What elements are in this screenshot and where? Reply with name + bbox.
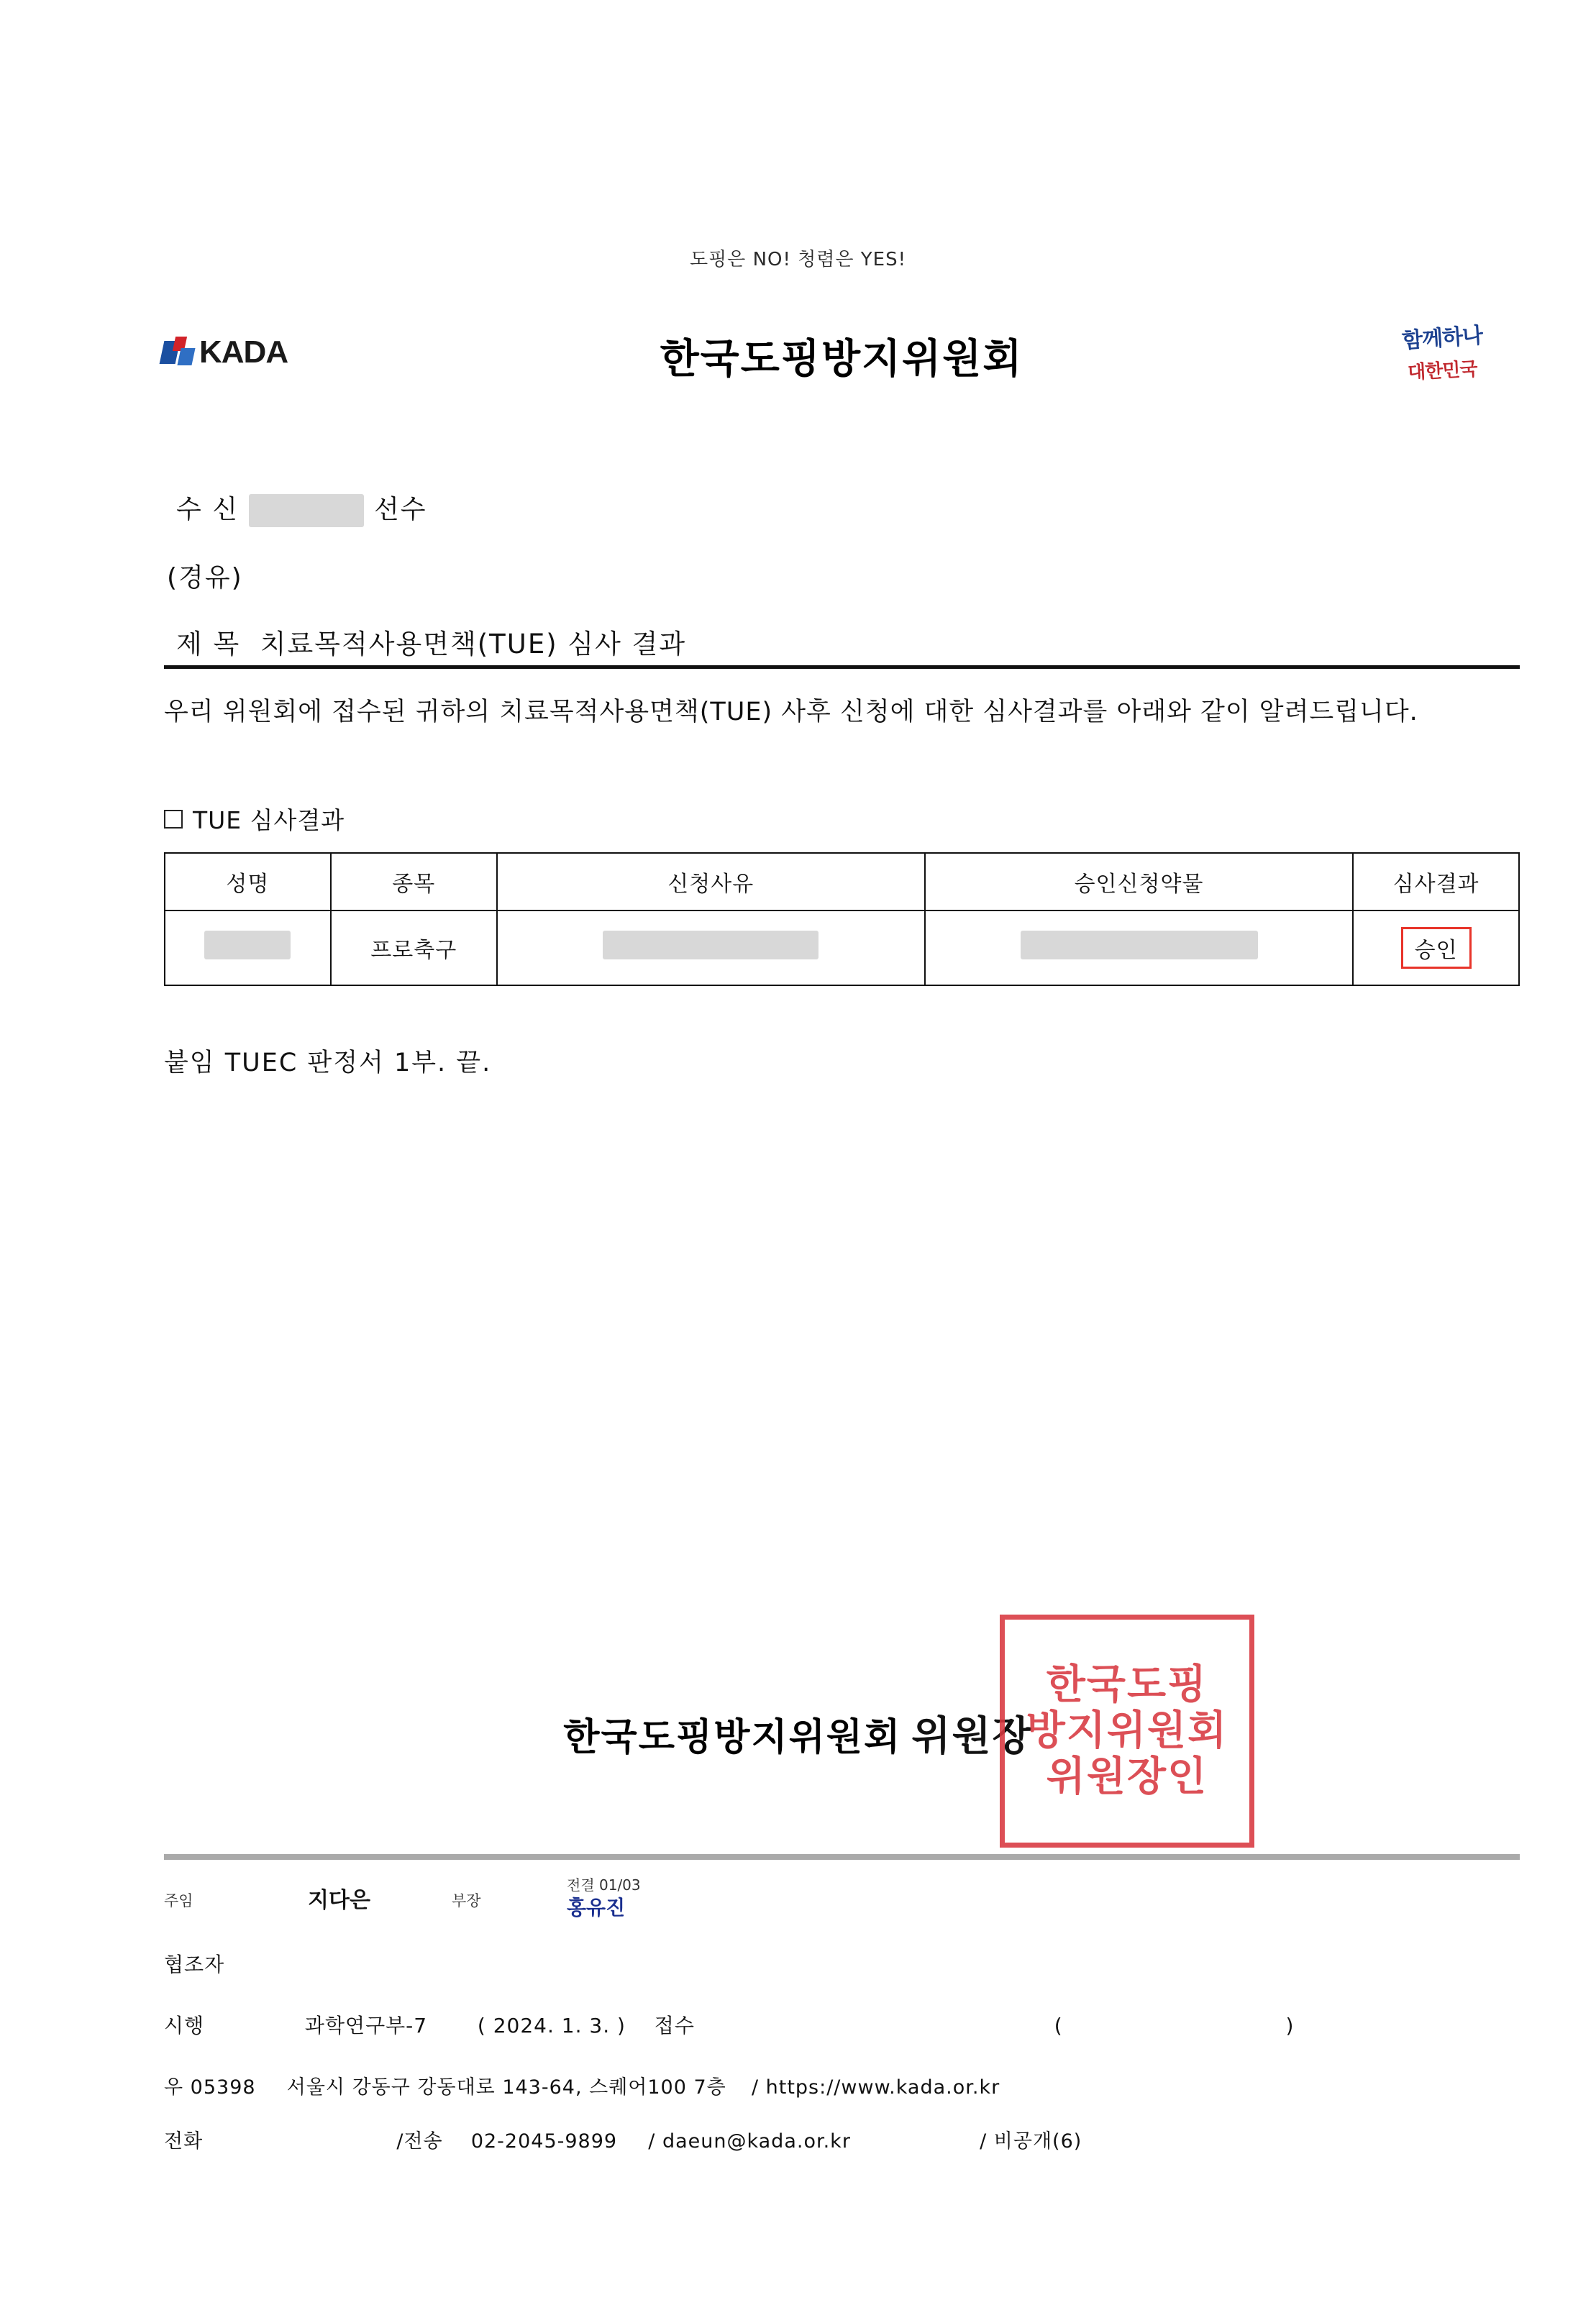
cell-reason (497, 911, 925, 985)
contact-row (164, 2125, 1082, 2153)
brandmark-top-text: 함께하나 (1401, 323, 1484, 354)
signature-role: 위원장 (911, 1713, 1033, 1760)
seal-line-3: 위원장인 (1046, 1753, 1208, 1800)
slogan-text: 도핑은 NO! 청렴은 YES! (689, 249, 907, 270)
government-brandmark (1363, 320, 1521, 399)
table-header-row (165, 853, 1519, 911)
recipient-suffix: 선수 (374, 495, 427, 524)
signature-block (0, 1704, 1596, 1762)
receive-label: 접수 (654, 2014, 695, 2037)
column-header-result: 심사결과 (1353, 853, 1519, 911)
cell-result (1353, 911, 1519, 985)
cell-drug (925, 911, 1353, 985)
enforce-label: 시행 (164, 2014, 205, 2037)
cell-name (165, 911, 331, 985)
enforcement-row (164, 2010, 1294, 2039)
address-text: 서울시 강동구 강동대로 143-64, 스퀘어100 7층 (286, 2076, 726, 2099)
subject-value: 치료목적사용면책(TUE) 심사 결과 (260, 629, 687, 660)
postal-code: 우 05398 (164, 2076, 256, 2099)
recipient-row (176, 489, 427, 527)
receive-paren-close: ) (1285, 2014, 1295, 2037)
official-seal (1000, 1615, 1254, 1848)
footer-divider (164, 1854, 1520, 1860)
enforce-date: ( 2024. 1. 3. ) (477, 2014, 626, 2037)
checkbox-icon (164, 810, 183, 829)
approval-role-1: 주임 (164, 1892, 193, 1909)
drug-redaction (1021, 931, 1258, 959)
phone-label: 전화 (164, 2130, 204, 2153)
tue-result-label: TUE 심사결과 (193, 806, 345, 834)
approval-row (164, 1874, 1520, 1924)
receive-paren-open: ( (1054, 2014, 1063, 2037)
tue-result-checkline (164, 802, 345, 836)
cooperator-label: 협조자 (164, 1953, 225, 1976)
disclosure-level: / 비공개(6) (980, 2130, 1082, 2153)
seal-line-2: 방지위원회 (1026, 1707, 1228, 1754)
email-address[interactable]: / daeun@kada.or.kr (648, 2130, 851, 2153)
cell-sport: 프로축구 (331, 911, 497, 985)
page-title: 한국도핑방지위원회 (660, 336, 1023, 383)
kada-logo-icon (162, 337, 195, 368)
via-label: (경유) (167, 563, 243, 593)
kada-logo (162, 334, 288, 370)
document-header (162, 323, 1521, 406)
brandmark-bottom-text: 대한민국 (1407, 358, 1478, 384)
recipient-redaction (249, 494, 364, 527)
enforce-dept: 과학연구부-7 (304, 2014, 428, 2037)
approval-name-1: 지다은 (308, 1888, 370, 1913)
column-header-reason: 신청사유 (497, 853, 925, 911)
approval-name-2: 홍유진 (567, 1896, 626, 1920)
subject-row (176, 622, 686, 661)
fax-number: 02-2045-9899 (470, 2130, 618, 2153)
website-link[interactable]: / https://www.kada.or.kr (751, 2076, 1000, 2099)
fax-label: /전송 (396, 2130, 443, 2153)
column-header-drug: 승인신청약물 (925, 853, 1353, 911)
table-row (165, 911, 1519, 985)
body-paragraph: 우리 위원회에 접수된 귀하의 치료목적사용면책(TUE) 사후 신청에 대한 심사결과를 아래와 같이 알려드립니다. (164, 698, 1418, 726)
kada-logo-label: KADA (199, 334, 288, 370)
signature-organization: 한국도핑방지위원회 (563, 1716, 902, 1759)
tue-result-table (164, 852, 1520, 986)
approval-note: 전결 01/03 (567, 1876, 641, 1894)
column-header-name: 성명 (165, 853, 331, 911)
address-row (164, 2071, 1000, 2099)
approval-role-2: 부장 (452, 1892, 481, 1909)
column-header-sport: 종목 (331, 853, 497, 911)
subject-label: 제 목 (176, 629, 241, 660)
status-badge: 승인 (1401, 927, 1472, 969)
reason-redaction (603, 931, 818, 959)
attachment-note: 붙임 TUEC 판정서 1부. 끝. (164, 1049, 492, 1077)
recipient-label: 수 신 (176, 495, 239, 524)
header-divider (164, 665, 1520, 669)
seal-line-1: 한국도핑 (1046, 1661, 1208, 1708)
name-redaction (204, 931, 291, 959)
